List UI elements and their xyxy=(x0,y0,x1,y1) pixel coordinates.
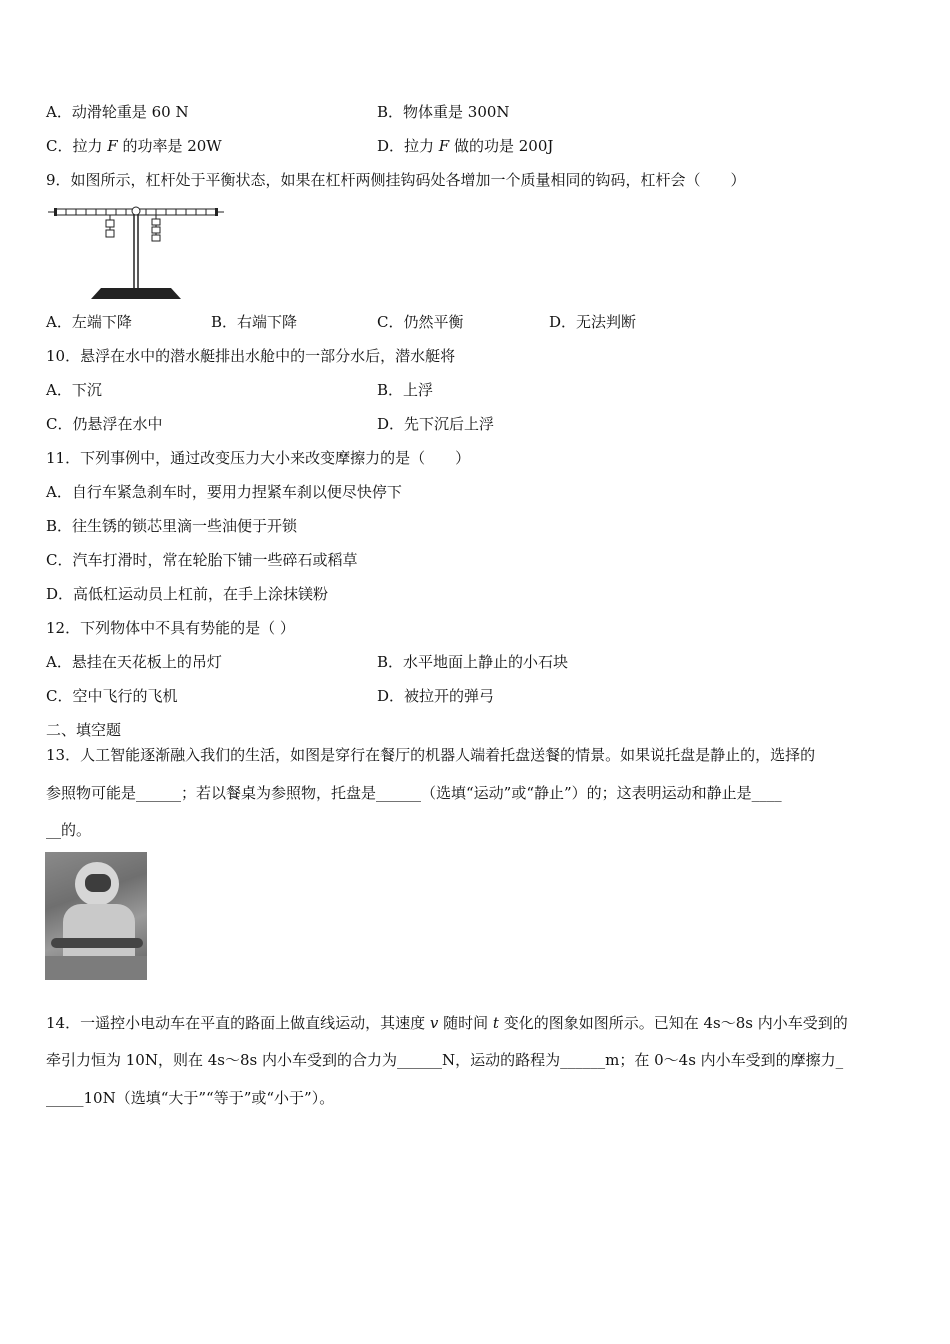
q10-option-c: C．仍悬浮在水中 xyxy=(46,415,163,433)
q10-option-d: D．先下沉后上浮 xyxy=(377,415,495,433)
q11-option-c: C．汽车打滑时，常在轮胎下铺一些碎石或稻草 xyxy=(46,551,358,569)
q11-stem: 11．下列事例中，通过改变压力大小来改变摩擦力的是（ ） xyxy=(46,449,471,467)
q12-option-c: C．空中飞行的飞机 xyxy=(46,687,178,705)
q8-option-d: D．拉力 F 做的功是 200J xyxy=(377,137,554,155)
section-title: 二、填空题 xyxy=(46,721,122,739)
q8-option-a: A．动滑轮重是 60 N xyxy=(46,103,189,121)
q10-option-a: A．下沉 xyxy=(46,381,102,399)
q12-option-b: B．水平地面上静止的小石块 xyxy=(377,653,569,671)
q10-option-b: B．上浮 xyxy=(377,381,434,399)
q12-stem: 12．下列物体中不具有势能的是（ ） xyxy=(46,619,295,637)
q8-option-b: B．物体重是 300N xyxy=(377,103,510,121)
q11-option-a: A．自行车紧急刹车时，要用力捏紧车刹以便尽快停下 xyxy=(46,483,402,501)
q9-option-c: C．仍然平衡 xyxy=(377,313,464,331)
q11-option-b: B．往生锈的锁芯里滴一些油便于开锁 xyxy=(46,517,298,535)
q11-option-d: D．高低杠运动员上杠前，在手上涂抹镁粉 xyxy=(46,585,329,603)
q8-option-c: C．拉力 F 的功率是 20W xyxy=(46,137,222,155)
q14-line-1: 14．一遥控小电动车在平直的路面上做直线运动，其速度 v 随时间 t 变化的图象如图所示。已知在 4s～8s 内小车受到的 xyxy=(46,1014,848,1032)
q9-option-d: D．无法判断 xyxy=(549,313,637,331)
robot-waiter-photo-icon xyxy=(45,852,147,980)
q10-stem: 10．悬浮在水中的潜水艇排出水舱中的一部分水后，潜水艇将 xyxy=(46,347,456,365)
q13-line-3: __的。 xyxy=(46,821,92,839)
q13-line-2: 参照物可能是______；若以餐桌为参照物，托盘是______（选填“运动”或“静止”）的；这表明运动和静止是____ xyxy=(46,784,782,802)
q9-option-b: B．右端下降 xyxy=(211,313,298,331)
lever-balance-diagram-icon xyxy=(46,200,231,304)
q13-line-1: 13．人工智能逐渐融入我们的生活，如图是穿行在餐厅的机器人端着托盘送餐的情景。如果说托盘是静止的，选择的 xyxy=(46,746,816,764)
q12-option-d: D．被拉开的弹弓 xyxy=(377,687,495,705)
q9-option-a: A．左端下降 xyxy=(46,313,132,331)
q14-line-2: 牵引力恒为 10N，则在 4s～8s 内小车受到的合力为______N，运动的路程为______m；在 0～4s 内小车受到的摩擦力_ xyxy=(46,1051,844,1069)
q12-option-a: A．悬挂在天花板上的吊灯 xyxy=(46,653,222,671)
q14-line-3: _____10N（选填“大于”“等于”或“小于”）。 xyxy=(46,1089,335,1107)
q9-stem: 9．如图所示，杠杆处于平衡状态，如果在杠杆两侧挂钩码处各增加一个质量相同的钩码，杠杆会（ ） xyxy=(46,171,746,189)
